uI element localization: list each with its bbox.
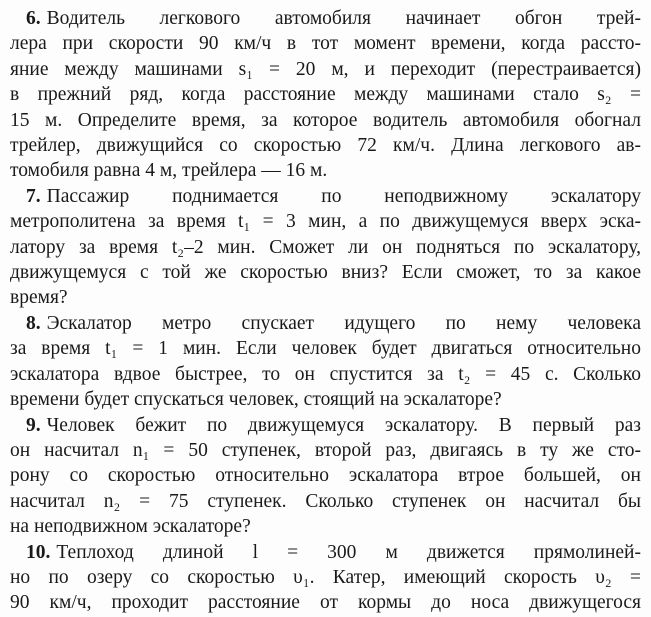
text-line: метрополитена за время t₁ = 3 мин, а по движущемуся вверх эска-: [10, 211, 641, 233]
problem-7: [10, 184, 641, 311]
text-line: яние между машинами s₁ = 20 м, и переходит (перестраивается): [10, 58, 641, 80]
text-line: времени будет спускаться человек, стоящий на эскалаторе?: [10, 389, 502, 411]
text-line: рону со скоростью относительно эскалатора втрое большей, он: [10, 465, 641, 487]
problem-number: 10.: [26, 541, 51, 563]
problem-10: [10, 540, 641, 616]
problem-8: [10, 311, 641, 413]
text-line: латору за время t₂–2 мин. Сможет ли он подняться по эскалатору,: [10, 236, 641, 258]
text-line: насчитал n₂ = 75 ступенек. Сколько ступенек он насчитал бы: [10, 490, 641, 512]
text-line: [10, 311, 641, 336]
text-line: [10, 6, 641, 31]
line-text: Водитель легкового автомобиля начинает обгон трей-: [46, 8, 641, 29]
line-text: Пассажир поднимается по неподвижному эскалатору: [46, 185, 641, 207]
text-line: [10, 413, 641, 438]
text-line: в прежний ряд, когда расстояние между машинами стало s₂ =: [10, 84, 641, 106]
problem-number: 6.: [26, 8, 41, 29]
text-line: лера при скорости 90 км/ч в тот момент времени, когда рассто-: [10, 33, 641, 55]
problem-number: 9.: [26, 414, 41, 436]
text-line: трейлер, движущийся со скоростью 72 км/ч. Длина легкового ав-: [10, 135, 641, 157]
problem-number: 7.: [26, 185, 41, 207]
text-line: движущемуся с той же скоростью вниз? Если сможет, то за какое: [10, 262, 641, 284]
text-line: 15 м. Определите время, за которое водитель автомобиля обогнал: [10, 109, 641, 131]
line-text: Теплоход длиной l = 300 м движется прямолиней-: [56, 541, 641, 563]
text-line: время?: [10, 287, 68, 309]
text-line: за время t₁ = 1 мин. Если человек будет двигаться относительно: [10, 338, 641, 360]
text-line: он насчитал n₁ = 50 ступенек, второй раз, двигаясь в ту же сто-: [10, 439, 641, 461]
line-text: Эскалатор метро спускает идущего по нему человека: [46, 312, 641, 334]
text-line: но по озеру со скоростью υ₁. Катер, имеющий скорость υ₂ =: [10, 566, 641, 588]
text-line: 90 км/ч, проходит расстояние от кормы до носа движущегося: [10, 592, 641, 614]
problem-9: [10, 413, 641, 540]
line-text: Человек бежит по движущемуся эскалатору. В первый раз: [46, 414, 641, 436]
text-line: томобиля равна 4 м, трейлера — 16 м.: [10, 160, 328, 182]
text-line: [10, 540, 641, 565]
text-line: [10, 184, 641, 209]
problem-number: 8.: [26, 312, 41, 334]
text-line: эскалатора вдвое быстрее, то он спустится за t₂ = 45 с. Сколько: [10, 363, 641, 385]
problem-6: [10, 6, 641, 184]
text-line: на неподвижном эскалаторе?: [10, 516, 251, 538]
